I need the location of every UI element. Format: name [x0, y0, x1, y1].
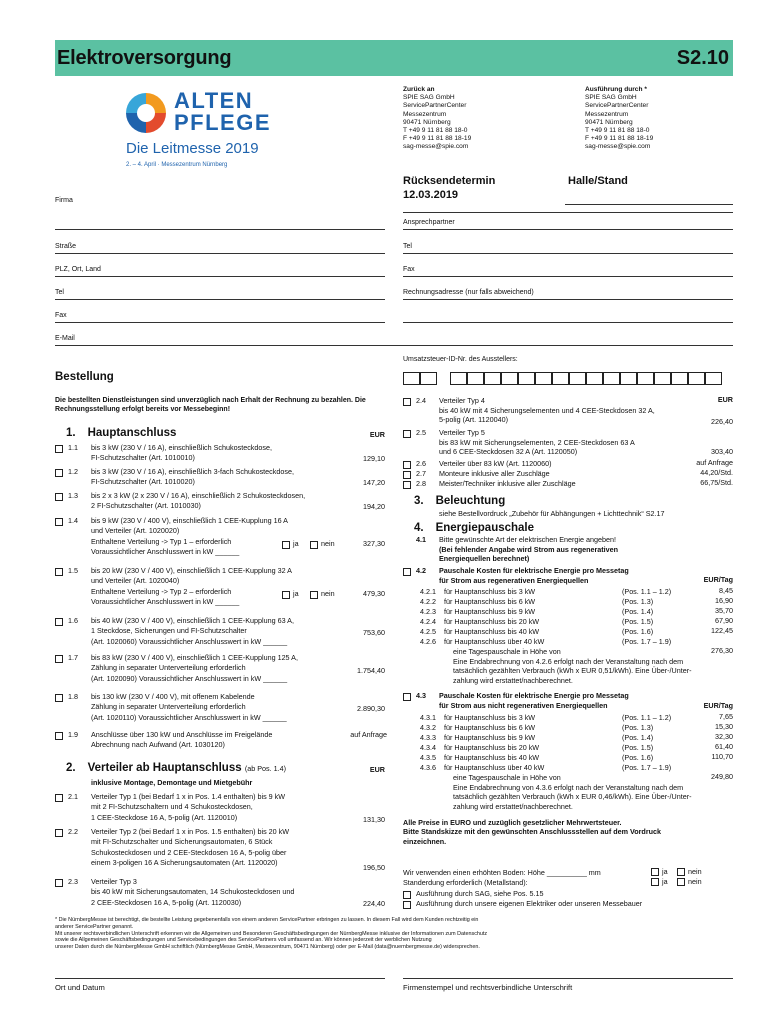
boden-text: Wir verwenden einen erhöhten Boden: Höhe __________ mm [403, 868, 601, 877]
hall-stand-label: Halle/Stand [568, 175, 628, 187]
exec-line: ServicePartnerCenter [585, 102, 649, 110]
sag-label: Ausführung durch SAG, siehe Pos. 5.15 [416, 889, 544, 898]
s4-i42: Pauschale Kosten für elektrische Energie pro Messetag für Strom aus regenerativen Energiequellen [439, 566, 629, 585]
s42-unit: EUR/Tag [703, 575, 733, 584]
checkbox-2.3[interactable] [55, 879, 63, 887]
checkbox-1.1[interactable] [55, 445, 63, 453]
nein-label: nein [688, 867, 702, 876]
ja-label: ja [293, 539, 299, 548]
item-no: 2.3 [68, 877, 78, 886]
return-line: Messezentrum [403, 110, 447, 118]
item-text: Verteiler über 83 kW (Art. 1120060) [439, 459, 552, 468]
ort-datum-field[interactable] [55, 978, 385, 979]
s2-title-small: (ab Pos. 1.4) [244, 764, 286, 773]
item-no: 2.1 [68, 792, 78, 801]
fax-field[interactable] [55, 322, 385, 323]
firma-label: Firma [55, 197, 73, 204]
s2-sub: inklusive Montage, Demontage und Mietgebühr [91, 778, 253, 787]
checkbox-4.3[interactable] [403, 693, 411, 701]
checkbox-1.4[interactable] [55, 518, 63, 526]
exec-line: T +49 9 11 81 88 18-0 [585, 126, 650, 134]
item-text: bis 130 kW (230 V / 400 V), mit offenem Kabelende Zählung in separater Unterverteilung erforderlich (Art. 1020110) Voraussichtlicher Anschlusswert in kW ______ [91, 692, 287, 722]
item-text: bis 3 kW (230 V / 16 A), einschließlich Schukosteckdose, FI-Schutzschalter (Art. 1010010) [91, 443, 272, 462]
s1-heading [66, 426, 176, 440]
s4-i41: Bitte gewünschte Art der elektrischen Energie angeben! (Bei fehlender Angabe wird Strom aus regenerativen Energiequellen berechnet) [439, 535, 619, 564]
item-text: Verteiler Typ 3 bis 40 kW mit Sicherungsautomaten, 14 Schukosteckdosen und 2 CEE-Steckdosen 16 A, 5-polig (Art. 1120030) [91, 877, 295, 907]
s2-num: 2. [66, 762, 76, 774]
plz-label: PLZ, Ort, Land [55, 266, 101, 273]
rechnung-label: Rechnungsadresse (nur falls abweichend) [403, 289, 534, 296]
s43-unit: EUR/Tag [703, 701, 733, 710]
checkbox-2.2[interactable] [55, 829, 63, 837]
item-text: bis 40 kW (230 V / 400 V), einschließlich 1 CEE-Kupplung 63 A, 1 Steckdose, Sicherungen und FI-Schutzschalter (Art. 1020060) Voraussichtlicher Anschlusswert in kW ______ [91, 616, 294, 646]
firma-field[interactable] [55, 229, 385, 230]
rechnung-field-2[interactable] [403, 322, 733, 323]
rechnung-field[interactable] [403, 299, 733, 300]
item-no: 2.6 [416, 459, 426, 468]
ja-checkbox-1.4[interactable] [282, 541, 290, 549]
return-address [403, 86, 573, 151]
nein-label: nein [688, 877, 702, 886]
boden-nein-checkbox[interactable] [677, 868, 685, 876]
return-line: T +49 9 11 81 88 18-0 [403, 126, 468, 134]
ja-label: ja [293, 589, 299, 598]
item-price: 2.890,30 [357, 704, 385, 713]
erdung-nein-checkbox[interactable] [677, 878, 685, 886]
item-text: Anschlüsse über 130 kW und Anschlüsse im Freigelände Abrechnung nach Aufwand (Art. 1030120) [91, 730, 273, 749]
item-price: 224,40 [363, 899, 385, 908]
checkbox-1.8[interactable] [55, 694, 63, 702]
item-price: auf Anfrage [350, 730, 387, 739]
tel-label: Tel [55, 289, 64, 296]
item-text: Meister/Techniker inklusive aller Zuschläge [439, 479, 576, 488]
checkbox-2.1[interactable] [55, 794, 63, 802]
item-no: 1.9 [68, 730, 78, 739]
item-text: Verteiler Typ 5 bis 83 kW mit Sicherungselementen, 2 CEE-Steckdosen 63 A und 6 CEE-Steckdosen 32 A (Art. 1120050) [439, 428, 635, 457]
item-no: 1.3 [68, 491, 78, 500]
right-fax-field[interactable] [403, 276, 733, 277]
logo-mark-icon [122, 89, 170, 137]
strasse-label: Straße [55, 243, 77, 250]
ansprech-label: Ansprechpartner [403, 219, 455, 226]
right-fax-label: Fax [403, 266, 415, 273]
checkbox-4.2[interactable] [403, 568, 411, 576]
exec-heading: Ausführung durch * [585, 86, 647, 93]
item-price: auf Anfrage [696, 458, 733, 467]
header-bar [55, 40, 733, 76]
checkbox-2.8[interactable] [403, 481, 411, 489]
item-text: Verteiler Typ 2 (bei Bedarf 1 x in Pos. 1.5 enthalten) bis 20 kW mit FI-Schutzschalter und Sicherungsautomaten, 6 Stück Schukosteckdosen und 2 CEE-Steckdosen 16 A, 5-polig über einem 3-poligen 16 A Sicherungsautomaten (Art. 1120020) [91, 827, 290, 868]
item-price: 753,60 [363, 628, 385, 637]
erdung-ja-checkbox[interactable] [651, 878, 659, 886]
item-price: 327,30 [363, 539, 385, 548]
s3-title: Beleuchtung [435, 495, 506, 507]
s4-title: Energiepauschale [435, 522, 535, 534]
item-no: 2.7 [416, 469, 426, 478]
checkbox-2.7[interactable] [403, 471, 411, 479]
checkbox-1.7[interactable] [55, 655, 63, 663]
return-line: F +49 9 11 81 88 18-19 [403, 135, 472, 143]
item-text: bis 83 kW (230 V / 400 V), einschließlich 1 CEE-Kupplung 125 A, Zählung in separater Unterverteilung erforderlich (Art. 1020090) Voraussichtlicher Anschlusswert in kW ______ [91, 653, 298, 683]
checkbox-2.5[interactable] [403, 430, 411, 438]
item-text: bis 20 kW (230 V / 400 V), einschließlich 1 CEE-Kupplung 32 A und Verteiler (Art. 1020040) Enthaltene Verteilung -> Typ 2 – erforderlich Voraussichtlicher Anschlusswert in kW ______ [91, 566, 292, 607]
s2-title: Verteiler ab Hauptanschluss [87, 762, 242, 774]
checkbox-1.5[interactable] [55, 568, 63, 576]
exec-email: sag-messe@spie.com [585, 143, 651, 151]
ja-checkbox-1.5[interactable] [282, 591, 290, 599]
s3-heading [414, 494, 505, 508]
sag-checkbox[interactable] [403, 891, 411, 899]
prices-note: Alle Preise in EURO und zuzüglich gesetzlicher Mehrwertsteuer. Bitte Standskizze mit den gewünschten Anschlussstellen auf dem Vordruck einzeichnen. [403, 818, 662, 846]
s4-i43: Pauschale Kosten für elektrische Energie pro Messetag für Strom aus nicht regenerativen Energiequellen [439, 691, 629, 710]
item-no: 2.8 [416, 479, 426, 488]
item-no: 2.5 [416, 428, 426, 437]
item-no: 1.7 [68, 653, 78, 662]
right-tel-field[interactable] [403, 253, 733, 254]
item-no: 1.4 [68, 516, 78, 525]
item-price: 196,50 [363, 863, 385, 872]
ort-datum-label: Ort und Datum [55, 983, 105, 992]
item-price: 129,10 [363, 454, 385, 463]
item-no: 2.4 [416, 396, 426, 405]
logo [122, 86, 292, 181]
item-no: 4.1 [416, 535, 426, 544]
s2-heading [66, 761, 286, 775]
email-field[interactable] [55, 345, 733, 346]
ust-label: Umsatzsteuer-ID-Nr. des Ausstellers: [403, 356, 518, 363]
return-email: sag-messe@spie.com [403, 143, 469, 151]
ja-label: ja [662, 877, 668, 886]
order-title: Bestellung [55, 371, 114, 383]
item-no: 1.1 [68, 443, 78, 452]
item-price: 44,20/Std. [700, 468, 733, 477]
exec-line: F +49 9 11 81 88 18-19 [585, 135, 654, 143]
own-electrician-label: Ausführung durch unsere eigenen Elektriker oder unseren Messebauer [416, 899, 643, 908]
item-price: 226,40 [711, 417, 733, 426]
ja-label: ja [662, 867, 668, 876]
logo-line3: Die Leitmesse 2019 [126, 140, 259, 157]
exec-line: SPIE SAG GmbH [585, 94, 637, 102]
exec-line: Messezentrum [585, 110, 629, 118]
item-no: 1.2 [68, 467, 78, 476]
email-label: E-Mail [55, 335, 75, 342]
item-no: 4.2 [416, 566, 426, 575]
s1-title: Hauptanschluss [87, 427, 177, 439]
item-price: 194,20 [363, 502, 385, 511]
checkbox-2.4[interactable] [403, 398, 411, 406]
exec-address [585, 86, 735, 151]
order-note: Die bestellten Dienstleistungen sind unverzüglich nach Erhalt der Rechnung zu bezahlen. Die Rechnungsstellung erfolgt bereits vor Messebeginn! [55, 397, 366, 414]
hall-stand-field[interactable] [565, 204, 733, 205]
item-text: Verteiler Typ 4 bis 40 kW mit 4 Sicherungselementen und 4 CEE-Steckdosen 32 A, 5-polig (Art. 1120040) [439, 396, 655, 425]
s2-right-currency: EUR [717, 395, 733, 404]
checkbox-1.6[interactable] [55, 618, 63, 626]
item-price: 131,30 [363, 815, 385, 824]
s1-num: 1. [66, 427, 76, 439]
strasse-field[interactable] [55, 253, 385, 254]
checkbox-1.3[interactable] [55, 493, 63, 501]
signature-field[interactable] [403, 978, 733, 979]
item-no: 1.8 [68, 692, 78, 701]
footnote: * Die NürnbergMesse ist berechtigt, die bestellte Leistung gegebenenfalls von einem anderen ServicePartner erbringen zu lassen. In diesem Fall wird dem Kunden rechtzeitig ein anderer ServicePartner genannt. Mit unserer rechtsverbindlichen Unterschrift erkennen wir die Allgemeinen und Besonderen Geschäftsbedingungen der NürnbergMesse inklusive der Informationen zum Datenschutz sowie die Allgemeinen Geschäftsbedingungen und Servicebedingungen des ServicePartners voll umfassend an. Wir können jederzeit der werblichen Nutzung unserer Daten durch die NürnbergMesse GmbH schriftlich (NürnbergMesse GmbH, Messezentrum, 90471 Nürnberg) oder per E-Mail (data@nuernbergmesse.de) widersprechen. [55, 917, 488, 950]
s1-currency: EUR [369, 430, 385, 439]
checkbox-2.6[interactable] [403, 461, 411, 469]
own-electrician-checkbox[interactable] [403, 901, 411, 909]
nein-checkbox-1.5[interactable] [310, 591, 318, 599]
deadline-date: 12.03.2019 [403, 188, 459, 201]
deadline-label: Rücksendetermin [403, 175, 496, 187]
item-no: 1.5 [68, 566, 78, 575]
item-no: 4.3 [416, 691, 426, 700]
return-heading: Zurück an [403, 86, 435, 93]
logo-line1: ALTEN [174, 88, 254, 113]
return-line: ServicePartnerCenter [403, 102, 467, 110]
item-price: 66,75/Std. [700, 478, 733, 487]
s4-heading [414, 521, 534, 535]
checkbox-1.9[interactable] [55, 732, 63, 740]
boden-ja-checkbox[interactable] [651, 868, 659, 876]
item-text: bis 9 kW (230 V / 400 V), einschließlich 1 CEE-Kupplung 16 A und Verteiler (Art. 1020020) Enthaltene Verteilung -> Typ 1 – erforderlich Voraussichtlicher Anschlusswert in kW ______ [91, 516, 288, 557]
ansprech-top-line [403, 212, 733, 213]
form-code: S2.10 [676, 47, 729, 69]
exec-line: 90471 Nürnberg [585, 118, 633, 126]
nein-label: nein [321, 589, 335, 598]
s3-num: 3. [414, 495, 424, 507]
s2-currency: EUR [369, 765, 385, 774]
logo-line2: PFLEGE [174, 110, 272, 135]
s3-text: siehe Bestellvordruck „Zubehör für Abhängungen + Lichttechnik“ S2.17 [439, 509, 665, 518]
page-title: Elektroversorgung [57, 47, 232, 69]
plz-field[interactable] [55, 276, 385, 277]
tel-field[interactable] [55, 299, 385, 300]
item-no: 1.6 [68, 616, 78, 625]
item-text: bis 3 kW (230 V / 16 A), einschließlich 3-fach Schukosteckdose, FI-Schutzschalter (Art. 1010020) [91, 467, 294, 486]
deadline [403, 175, 495, 203]
return-line: 90471 Nürnberg [403, 118, 451, 126]
signature-label: Firmenstempel und rechtsverbindliche Unterschrift [403, 983, 573, 992]
item-text: bis 2 x 3 kW (2 x 230 V / 16 A), einschließlich 2 Schukosteckdosen, 2 FI-Schutzschalter (Art. 1010030) [91, 491, 306, 510]
item-price: 147,20 [363, 478, 385, 487]
right-tel-label: Tel [403, 243, 412, 250]
item-price: 303,40 [711, 447, 733, 456]
nein-checkbox-1.4[interactable] [310, 541, 318, 549]
item-text: Monteure inklusive aller Zuschläge [439, 469, 550, 478]
ansprech-field[interactable] [403, 229, 733, 230]
item-no: 2.2 [68, 827, 78, 836]
return-line: SPIE SAG GmbH [403, 94, 455, 102]
item-price: 479,30 [363, 589, 385, 598]
item-price: 1.754,40 [357, 666, 385, 675]
nein-label: nein [321, 539, 335, 548]
s4-num: 4. [414, 522, 424, 534]
fax-label: Fax [55, 312, 67, 319]
item-text: Verteiler Typ 1 (bei Bedarf 1 x in Pos. 1.4 enthalten) bis 9 kW mit 2 FI-Schutzschaltern und 4 Schukosteckdosen, 1 CEE-Steckdose 16 A, 5-polig (Art. 1120010) [91, 792, 286, 822]
logo-line4: 2. – 4. April · Messezentrum Nürnberg [126, 162, 228, 168]
checkbox-1.2[interactable] [55, 469, 63, 477]
erdung-text: Standerdung erforderlich (Metallstand): [403, 878, 528, 887]
